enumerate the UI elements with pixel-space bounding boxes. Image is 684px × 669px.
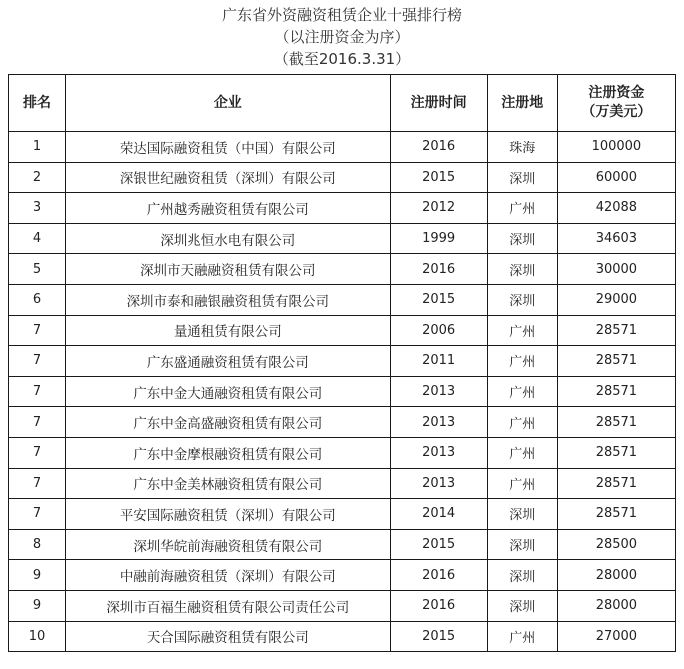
- cell-rank: 7: [9, 346, 66, 377]
- cell-reg-time: 2015: [390, 162, 487, 193]
- cell-reg-place: 深圳: [487, 499, 557, 530]
- cell-reg-time: 2015: [390, 284, 487, 315]
- header-row: [9, 75, 676, 132]
- cell-reg-time: 1999: [390, 223, 487, 254]
- table-row: [9, 407, 676, 438]
- cell-capital: 28571: [557, 499, 675, 530]
- cell-reg-place: 广州: [487, 376, 557, 407]
- cell-company: 广东中金美林融资租赁有限公司: [66, 468, 390, 499]
- cell-rank: 7: [9, 407, 66, 438]
- cell-capital: 28000: [557, 590, 675, 621]
- cell-reg-place: 深圳: [487, 284, 557, 315]
- page-subtitle: （以注册资金为序）: [274, 28, 410, 46]
- cell-reg-time: 2013: [390, 407, 487, 438]
- cell-reg-time: 2011: [390, 346, 487, 377]
- cell-capital: 28571: [557, 346, 675, 377]
- table-row: [9, 560, 676, 591]
- cell-reg-place: 广州: [487, 437, 557, 468]
- cell-company: 平安国际融资租赁（深圳）有限公司: [66, 499, 390, 530]
- table-row: [9, 437, 676, 468]
- cell-reg-place: 广州: [487, 621, 557, 652]
- cell-reg-place: 广州: [487, 407, 557, 438]
- cell-reg-place: 深圳: [487, 560, 557, 591]
- cell-company: 中融前海融资租赁（深圳）有限公司: [66, 560, 390, 591]
- cell-company: 深圳市天融融资租赁有限公司: [66, 254, 390, 285]
- page-title: 广东省外资融资租赁企业十强排行榜: [221, 6, 462, 24]
- cell-rank: 7: [9, 468, 66, 499]
- cell-reg-time: 2015: [390, 529, 487, 560]
- cell-rank: 4: [9, 223, 66, 254]
- cell-reg-time: 2016: [390, 132, 487, 163]
- cell-capital: 30000: [557, 254, 675, 285]
- cell-company: 深圳华皖前海融资租赁有限公司: [66, 529, 390, 560]
- cell-reg-time: 2006: [390, 315, 487, 346]
- cell-reg-place: 广州: [487, 346, 557, 377]
- header-reg-place: 注册地: [487, 75, 557, 132]
- cell-company: 天合国际融资租赁有限公司: [66, 621, 390, 652]
- cell-rank: 9: [9, 590, 66, 621]
- table-row: [9, 499, 676, 530]
- table-row: [9, 346, 676, 377]
- cell-company: 量通租赁有限公司: [66, 315, 390, 346]
- cell-reg-place: 珠海: [487, 132, 557, 163]
- header-company: 企业: [66, 75, 390, 132]
- cell-reg-place: 广州: [487, 468, 557, 499]
- cell-rank: 5: [9, 254, 66, 285]
- cell-capital: 28571: [557, 468, 675, 499]
- cell-capital: 100000: [557, 132, 675, 163]
- cell-capital: 28571: [557, 315, 675, 346]
- cell-reg-time: 2013: [390, 437, 487, 468]
- cell-reg-place: 深圳: [487, 162, 557, 193]
- table-row: [9, 223, 676, 254]
- cell-capital: 27000: [557, 621, 675, 652]
- table-row: [9, 284, 676, 315]
- cell-rank: 8: [9, 529, 66, 560]
- table-row: [9, 193, 676, 224]
- cell-company: 深圳市泰和融银融资租赁有限公司: [66, 284, 390, 315]
- cell-rank: 6: [9, 284, 66, 315]
- cell-reg-place: 深圳: [487, 590, 557, 621]
- cell-rank: 3: [9, 193, 66, 224]
- cell-rank: 10: [9, 621, 66, 652]
- cell-capital: 28571: [557, 407, 675, 438]
- cell-rank: 9: [9, 560, 66, 591]
- cell-capital: 29000: [557, 284, 675, 315]
- cell-reg-time: 2016: [390, 560, 487, 591]
- cell-rank: 2: [9, 162, 66, 193]
- cell-reg-time: 2014: [390, 499, 487, 530]
- cell-reg-time: 2016: [390, 590, 487, 621]
- title-block: [0, 0, 684, 70]
- cell-reg-place: 广州: [487, 315, 557, 346]
- header-reg-time: 注册时间: [390, 75, 487, 132]
- cell-reg-time: 2012: [390, 193, 487, 224]
- cell-company: 广州越秀融资租赁有限公司: [66, 193, 390, 224]
- cell-company: 广东盛通融资租赁有限公司: [66, 346, 390, 377]
- cell-company: 深圳市百福生融资租赁有限公司责任公司: [66, 590, 390, 621]
- cell-capital: 34603: [557, 223, 675, 254]
- cell-reg-place: 深圳: [487, 254, 557, 285]
- header-rank: 排名: [9, 75, 66, 132]
- cell-reg-place: 深圳: [487, 529, 557, 560]
- cell-capital: 42088: [557, 193, 675, 224]
- cell-rank: 1: [9, 132, 66, 163]
- table-row: [9, 468, 676, 499]
- cell-reg-time: 2016: [390, 254, 487, 285]
- cell-capital: 28571: [557, 376, 675, 407]
- table-row: [9, 590, 676, 621]
- cell-company: 荣达国际融资租赁（中国）有限公司: [66, 132, 390, 163]
- table-row: [9, 162, 676, 193]
- cell-reg-time: 2013: [390, 376, 487, 407]
- cell-capital: 28000: [557, 560, 675, 591]
- cell-capital: 60000: [557, 162, 675, 193]
- cell-rank: 7: [9, 437, 66, 468]
- cell-company: 广东中金摩根融资租赁有限公司: [66, 437, 390, 468]
- header-capital-label: 注册资金: [588, 85, 645, 101]
- ranking-table: [8, 74, 676, 652]
- cell-reg-place: 深圳: [487, 223, 557, 254]
- cell-company: 深圳兆恒水电有限公司: [66, 223, 390, 254]
- cell-reg-time: 2013: [390, 468, 487, 499]
- table-row: [9, 376, 676, 407]
- table-row: [9, 529, 676, 560]
- cell-rank: 7: [9, 499, 66, 530]
- table-row: [9, 254, 676, 285]
- header-capital: [557, 75, 675, 132]
- cell-rank: 7: [9, 376, 66, 407]
- cell-rank: 7: [9, 315, 66, 346]
- cell-company: 广东中金高盛融资租赁有限公司: [66, 407, 390, 438]
- cell-reg-time: 2015: [390, 621, 487, 652]
- cell-company: 深银世纪融资租赁（深圳）有限公司: [66, 162, 390, 193]
- table-row: [9, 315, 676, 346]
- table-row: [9, 621, 676, 652]
- cell-capital: 28500: [557, 529, 675, 560]
- cell-reg-place: 广州: [487, 193, 557, 224]
- cell-capital: 28571: [557, 437, 675, 468]
- cell-company: 广东中金大通融资租赁有限公司: [66, 376, 390, 407]
- table-row: [9, 132, 676, 163]
- date-note: （截至2016.3.31）: [273, 50, 411, 68]
- header-capital-unit: （万美元）: [581, 104, 652, 120]
